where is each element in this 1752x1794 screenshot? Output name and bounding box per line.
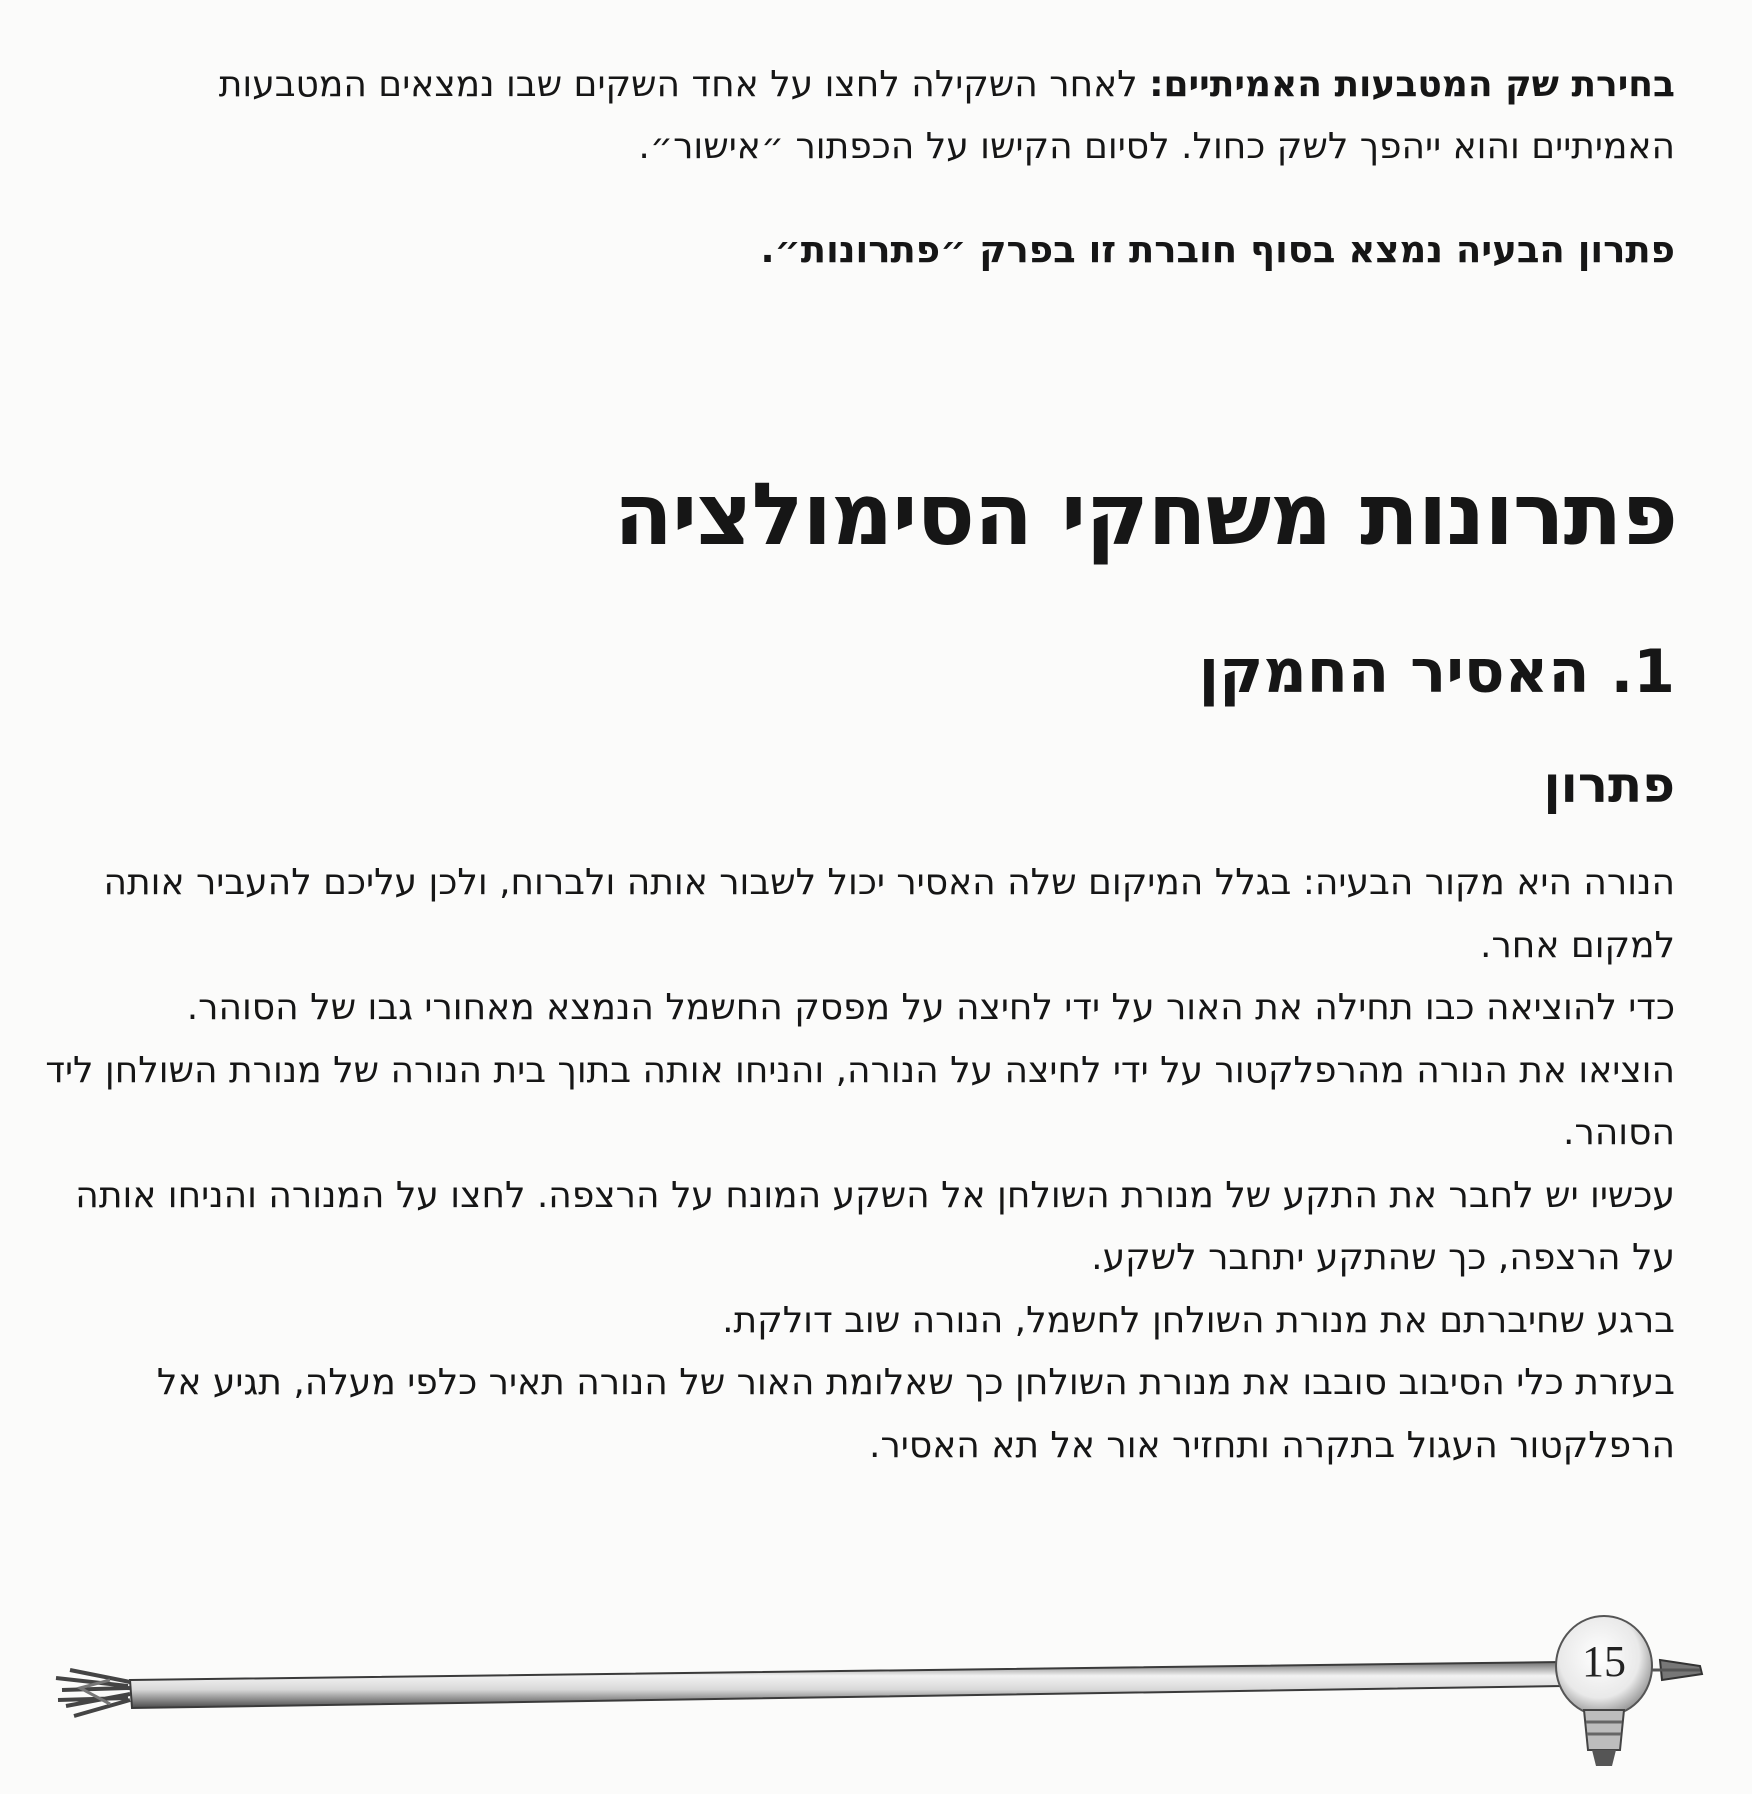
solution-heading: פתרון <box>1543 756 1675 814</box>
intro-paragraph <box>75 54 1675 178</box>
body-paragraph: הוציאו את הנורה מהרפלקטור על ידי לחיצה על הנורה, והניחו אותה בתוך בית הנורה של מנורת השולחן ליד הסוהר. <box>45 1049 1675 1153</box>
body-paragraph: הנורה היא מקור הבעיה: בגלל המיקום שלה האסיר יכול לשבור אותה ולברוח, ולכן עליכם להעביר אותה למקום אחר. <box>103 862 1675 966</box>
page-number: 15 <box>1582 1637 1626 1686</box>
intro-bold-lead: בחירת שק המטבעות האמיתיים: <box>1149 64 1675 105</box>
body-paragraph: ברגע שחיברתם את מנורת השולחן לחשמל, הנורה שוב דולקת. <box>722 1299 1675 1341</box>
page-title: פתרונות משחקי הסימולציה <box>613 465 1677 565</box>
intro-text: לאחר השקילה לחצו על אחד השקים שבו נמצאים המטבעות האמיתיים והוא ייהפך לשק כחול. לסיום הקישו על הכפתור ״אישור״. <box>218 64 1675 167</box>
cable-bulb-icon <box>0 1600 1752 1794</box>
body-paragraph: עכשיו יש לחבר את התקע של מנורת השולחן אל השקע המונח על הרצפה. לחצו על המנורה והניחו אותה על הרצפה, כך שהתקע יתחבר לשקע. <box>75 1174 1675 1278</box>
solution-reference-note: פתרון הבעיה נמצא בסוף חוברת זו בפרק ״פתרונות״. <box>760 228 1675 271</box>
body-paragraph: כדי להוציאה כבו תחילה את האור על ידי לחיצה על מפסק החשמל הנמצא מאחורי גבו של הסוהר. <box>186 987 1675 1028</box>
section-title: 1. האסיר החמקן <box>1198 637 1675 707</box>
body-paragraph: בעזרת כלי הסיבוב סובבו את מנורת השולחן כך שאלומת האור של הנורה תאיר כלפי מעלה, תגיע אל הרפלקטור העגול בתקרה ותחזיר אור אל תא האסיר. <box>156 1362 1675 1466</box>
page-footer <box>0 1600 1752 1794</box>
solution-body <box>25 852 1675 1477</box>
